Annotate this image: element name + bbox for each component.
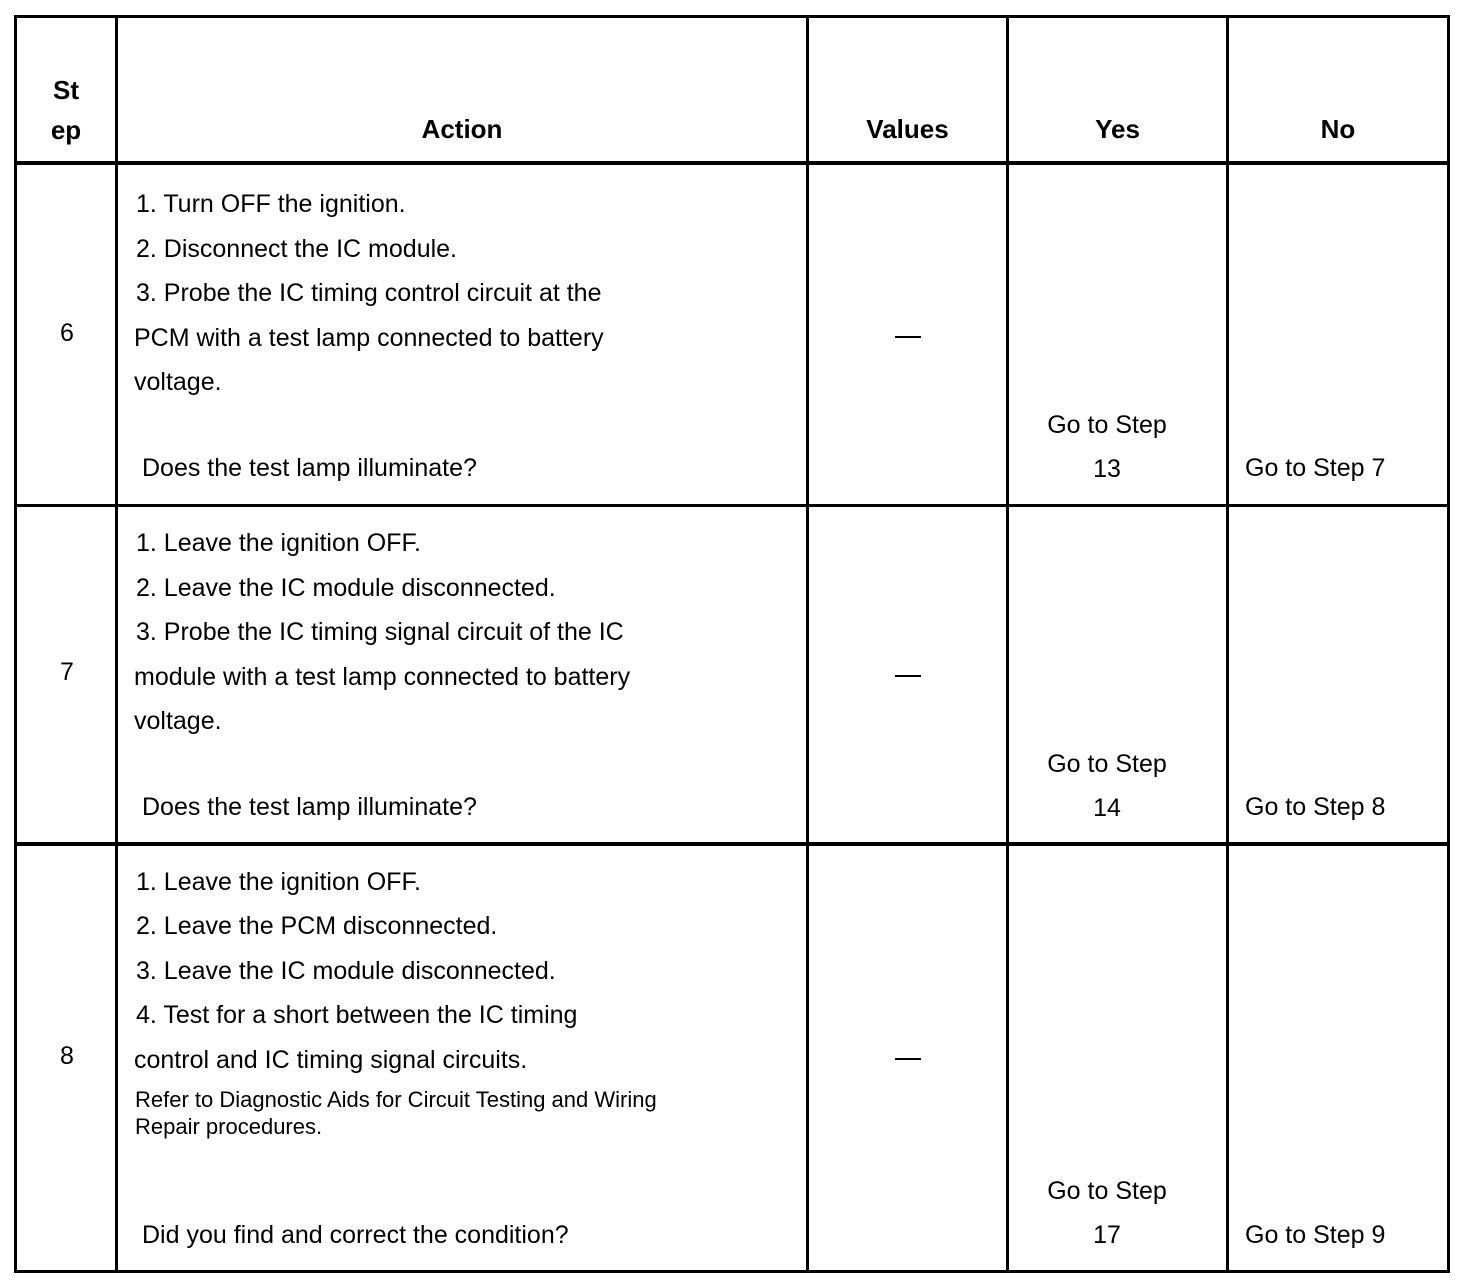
yes-line: Go to Step [1047,411,1167,439]
header-step [17,70,115,150]
action-line: 3. Leave the IC module disconnected. [136,957,556,985]
yes-line: 17 [1093,1221,1121,1249]
action-question: Does the test lamp illuminate? [142,454,477,482]
header-step-line2: ep [50,115,82,145]
col-divider [806,15,809,1273]
yes-cell [1009,742,1205,830]
yes-cell [1009,403,1205,491]
table-border-bottom [14,1270,1450,1273]
value-dash [895,1058,921,1060]
yes-line: Go to Step [1047,1177,1167,1205]
step-number: 8 [60,1042,74,1070]
action-line: 2. Disconnect the IC module. [136,235,457,263]
action-line: 3. Probe the IC timing signal circuit of the IC [136,618,624,646]
value-dash [895,336,921,338]
action-line: 2. Leave the IC module disconnected. [136,574,556,602]
action-line: control and IC timing signal circuits. [134,1046,528,1074]
no-cell: Go to Step 7 [1245,454,1386,482]
yes-line: 14 [1093,794,1121,822]
action-line: 4. Test for a short between the IC timing [136,1001,578,1029]
no-cell: Go to Step 9 [1245,1221,1386,1249]
yes-line: Go to Step [1047,750,1167,778]
col-divider [115,15,118,1273]
action-line: voltage. [134,707,222,735]
action-line: 2. Leave the PCM disconnected. [136,912,498,940]
action-line: 1. Leave the ignition OFF. [136,529,421,557]
table-border-right [1447,15,1450,1273]
action-line: 1. Turn OFF the ignition. [136,190,406,218]
table-border-top [14,15,1450,18]
no-cell: Go to Step 8 [1245,793,1386,821]
note-line: Refer to Diagnostic Aids for Circuit Testing and Wiring [135,1087,657,1112]
step-number: 7 [60,658,74,686]
header-action: Action [421,114,503,144]
value-dash [895,675,921,677]
note-line: Repair procedures. [135,1114,323,1139]
yes-cell [1009,1169,1205,1257]
action-question: Did you find and correct the condition? [142,1221,569,1249]
header-divider [14,161,1450,165]
action-question: Does the test lamp illuminate? [142,793,477,821]
header-values: Values [866,114,949,144]
header-step-line1: St [53,75,79,105]
row-divider [14,504,1450,507]
header-yes: Yes [1095,114,1140,144]
diagnostic-table [14,15,1450,1273]
row-divider [14,842,1450,846]
action-line: module with a test lamp connected to battery [134,663,631,691]
action-line: 1. Leave the ignition OFF. [136,868,421,896]
action-line: voltage. [134,368,222,396]
step-number: 6 [60,319,74,347]
table-border-left [14,15,17,1273]
col-divider [1226,15,1229,1273]
yes-line: 13 [1093,455,1121,483]
header-no: No [1320,114,1356,144]
action-line: PCM with a test lamp connected to battery [134,324,604,352]
col-divider [1006,15,1009,1273]
action-line: 3. Probe the IC timing control circuit at the [136,279,602,307]
